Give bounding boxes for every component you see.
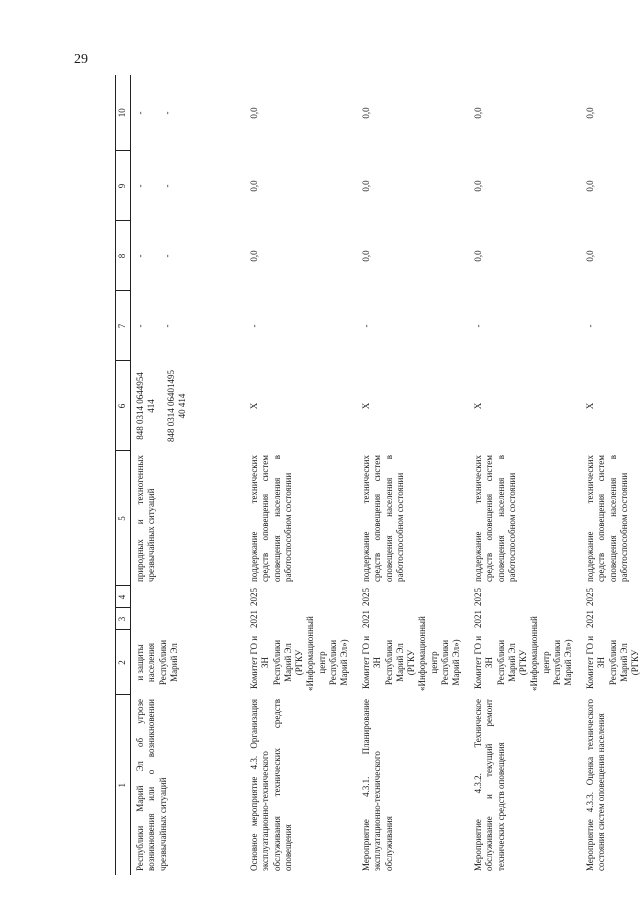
column-header: 1 [116,695,131,875]
table-cell: 0,0 [473,250,483,262]
cell-value: - [162,324,173,328]
program-table [115,75,640,875]
table-cell: и защиты населения Республики Марий Эл [135,639,179,686]
table-cell: поддержание технических средств оповещения систем оповещения населения в работоспособном состоянии [585,455,629,582]
column-header: 10 [116,75,131,151]
page-number: 29 [74,52,88,67]
table-cell: Х [585,402,595,410]
table-cell: 0,0 [473,107,483,119]
budget-code: 848 0314 0644954 414 [135,372,157,440]
table-cell: 2021 [361,610,371,628]
table-row [245,75,357,875]
table-cell: 0,0 [585,180,595,192]
table-cell: поддержание технических средств оповещения систем оповещения населения в работоспособном состоянии [249,455,293,582]
table-cell: поддержание технических средств оповещения систем оповещения населения в работоспособном состоянии [361,455,405,582]
table-cell: 2021 [473,610,483,628]
table-cell: Комитет ГО и ЗН Республики Марий Эл (РГКУ «Информационный центр Республики Марий Эл») [473,616,573,691]
table-cell [131,608,246,630]
table-cell: 2025 [361,588,371,606]
table-cell: 0,0 [585,107,595,119]
table-cell: Мероприятие 4.3.1. Планирование эксплуатационно-технического обслуживания [361,699,394,871]
cell-value: - [162,111,173,115]
table-cell: 0,0 [249,180,259,192]
table-cell: 0,0 [585,250,595,262]
column-header: 4 [116,586,131,608]
table-cell: Мероприятие 4.3.3. Оценка технического состояния систем оповещения населения [585,699,607,871]
table-cell: Комитет ГО и ЗН Республики Марий Эл (РГКУ [585,635,640,690]
table-cell: 0,0 [249,250,259,262]
table-cell [131,75,246,151]
table-cell: Республики Марий Эл об угрозе возникновения или о возникновении чрезвычайных ситуаций [135,699,168,871]
cell-value: - [162,254,173,258]
column-header: 5 [116,451,131,586]
cell-value: - [135,111,145,115]
table-cell [131,221,246,291]
table-cell: 0,0 [361,180,371,192]
table-cell: Основное мероприятие 4.3. Организация эксплуатационно-технического обслуживания технических средств оповещения [249,699,293,871]
table-cell: 0,0 [361,107,371,119]
budget-code: 848 0314 06401495 40 414 [165,370,187,442]
table-cell: - [249,324,259,328]
table-cell: Х [361,402,371,410]
table-cell: 2025 [585,588,595,606]
table-cell: Мероприятие 4.3.2. Техническое обслуживание и текущий ремонт технических средств оповещения [473,699,506,871]
table-cell [131,361,246,451]
rotated-table-container [115,75,640,875]
table-cell: природных и техногенных чрезвычайных ситуаций [135,455,157,582]
header-row [116,75,131,875]
table-cell: Комитет ГО и ЗН Республики Марий Эл (РГКУ «Информационный центр Республики Марий Эл») [361,616,461,691]
table-cell: 2021 [585,610,595,628]
table-cell: 2021 [249,610,259,628]
table-cell: 0,0 [361,250,371,262]
table-cell: поддержание технических средств оповещения систем оповещения населения в работоспособном состоянии [473,455,517,582]
table-cell: - [361,324,371,328]
column-header: 3 [116,608,131,630]
table-cell [131,151,246,221]
cell-value: - [135,324,145,328]
table-cell [131,291,246,361]
column-header: 8 [116,221,131,291]
table-cell: - [473,324,483,328]
table-cell [131,586,246,608]
table-cell: - [585,324,595,328]
column-header: 9 [116,151,131,221]
column-header: 6 [116,361,131,451]
table-cell: 0,0 [249,107,259,119]
cell-value: - [135,184,145,188]
column-header: 2 [116,630,131,695]
table-cell: Х [249,402,259,410]
table-cell: Комитет ГО и ЗН Республики Марий Эл (РГКУ «Информационный центр Республики Марий Эл») [249,616,349,691]
table-cell: 2025 [249,588,259,606]
column-header: 7 [116,291,131,361]
table-row [131,75,246,875]
table-row [469,75,581,875]
table-cell: 2025 [473,588,483,606]
cell-value: - [135,254,145,258]
table-row [581,75,640,875]
table-row [357,75,469,875]
cell-value: - [162,184,173,188]
table-cell: Х [473,402,483,410]
table-cell: 0,0 [473,180,483,192]
